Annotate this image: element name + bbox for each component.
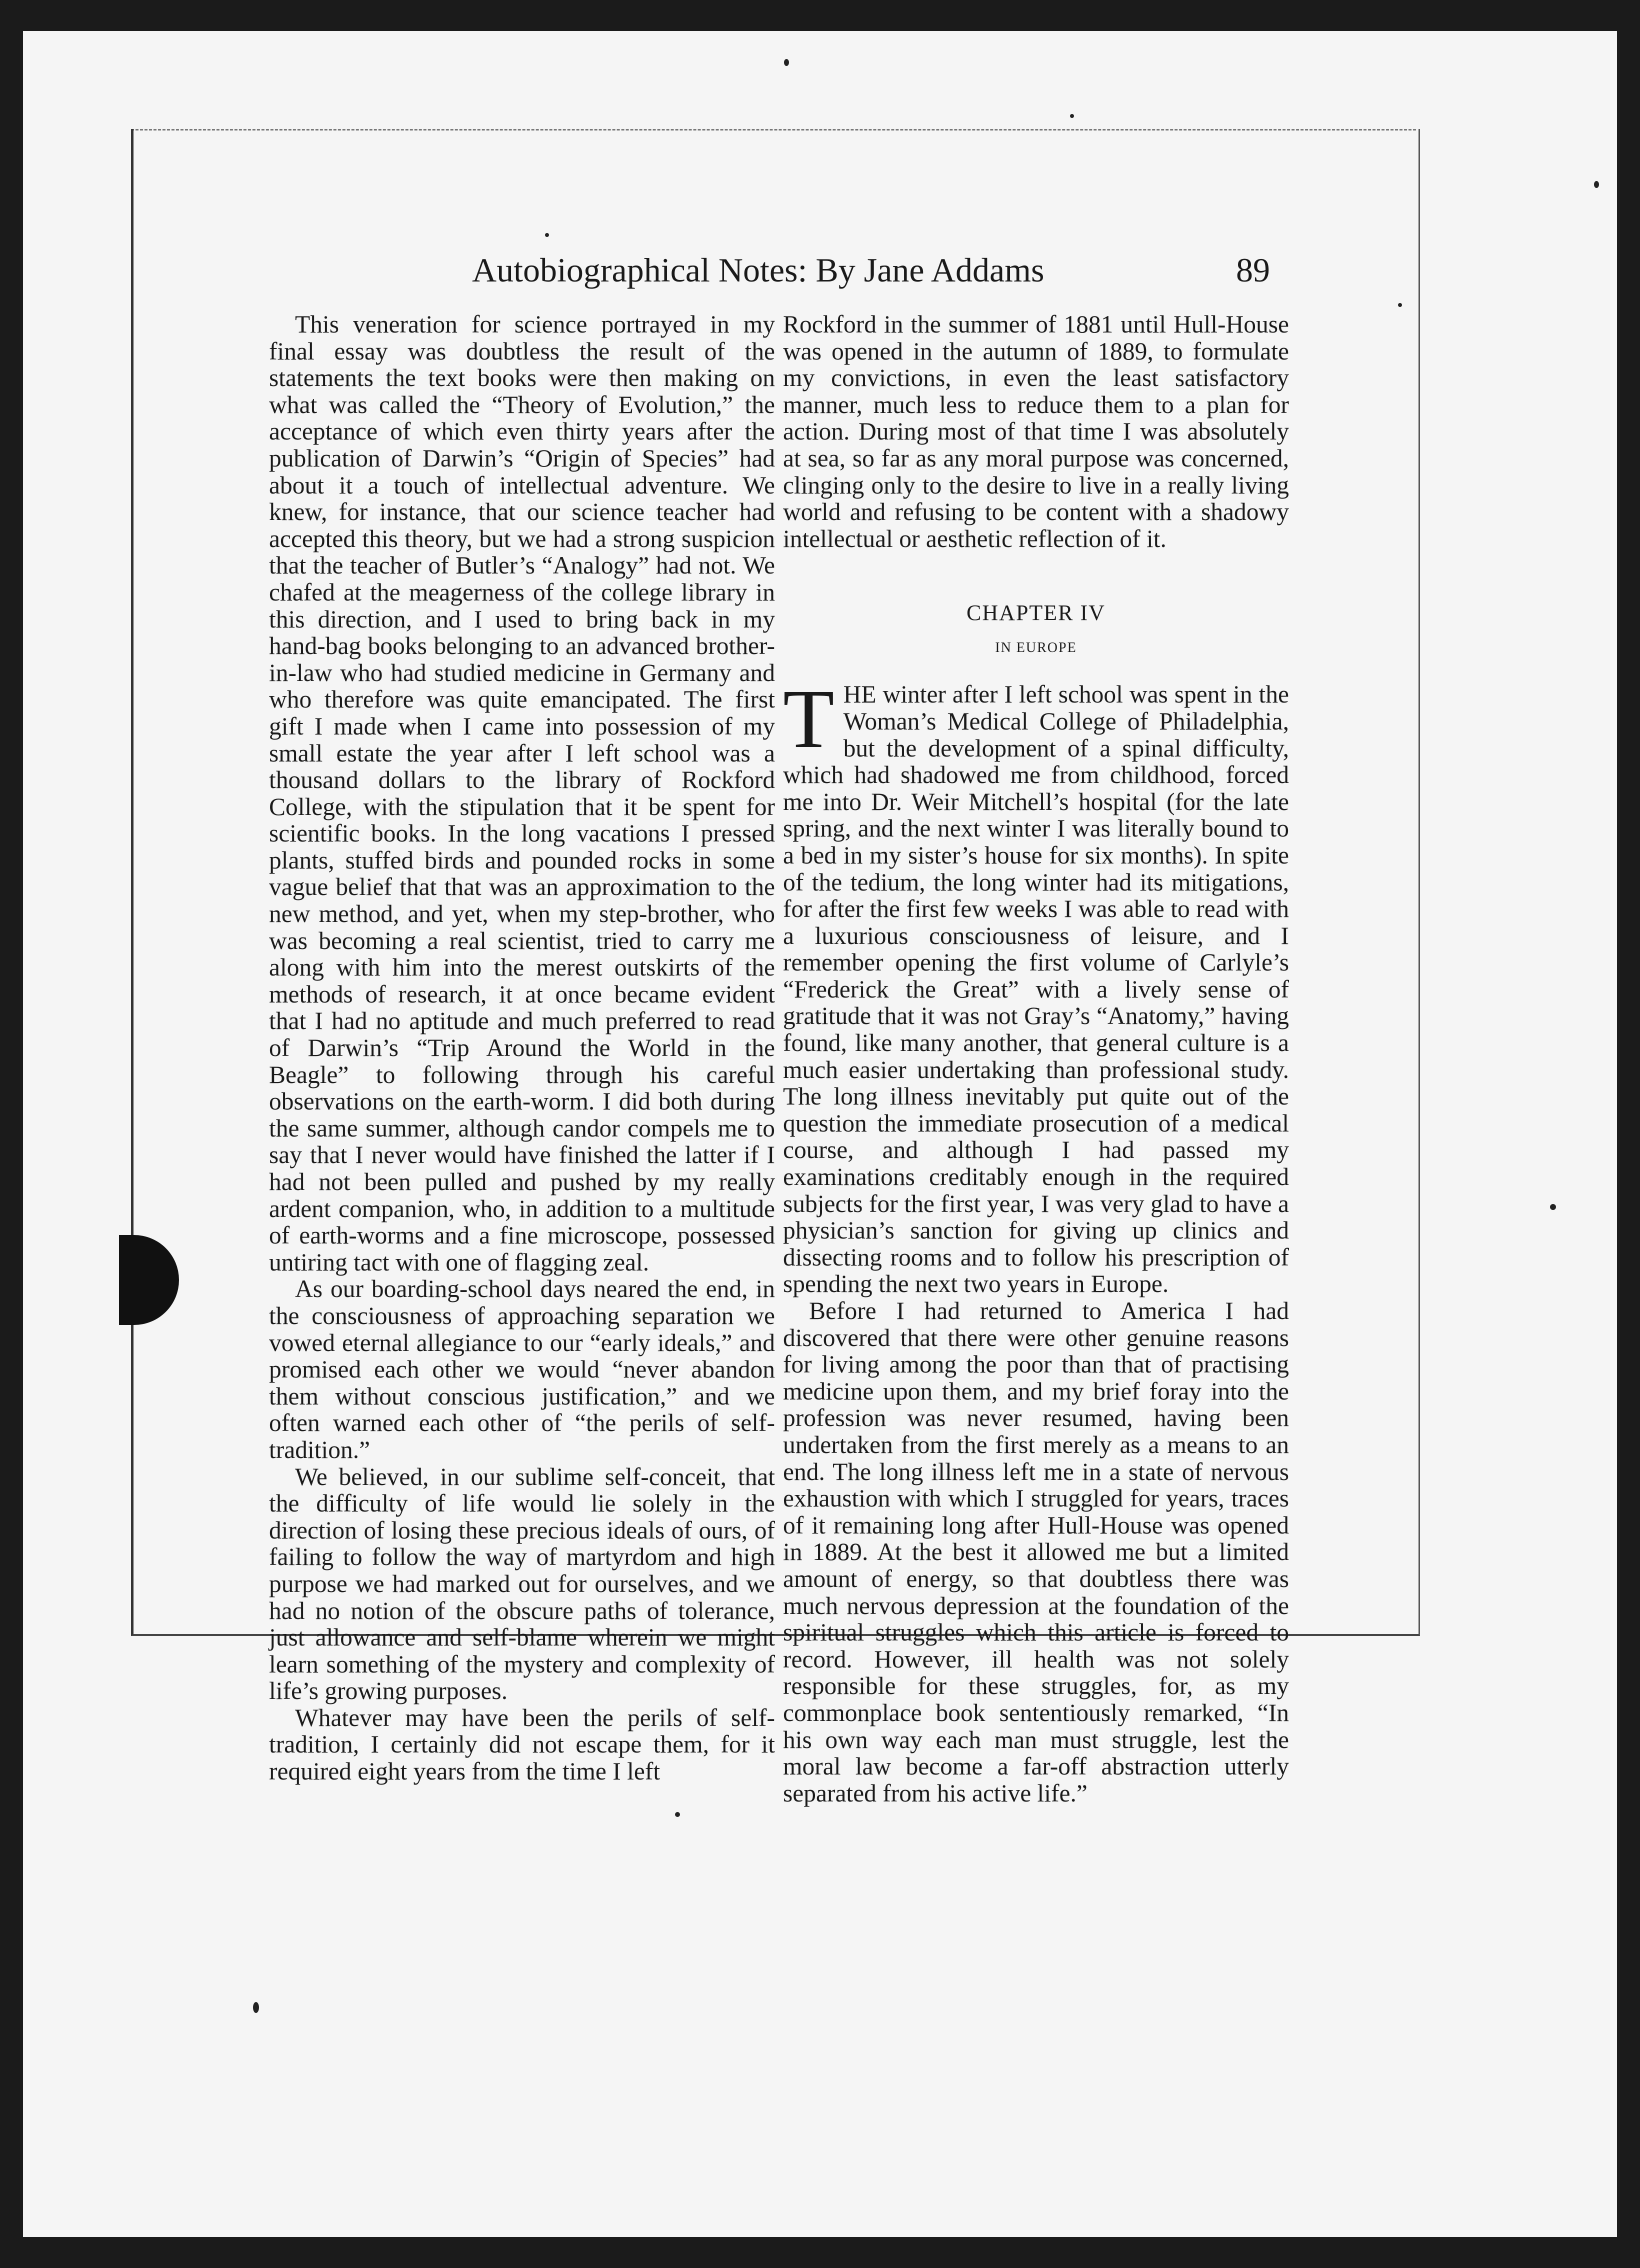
left-column [269,311,775,1785]
paragraph: This veneration for science portrayed in my final essay was doubtless the result of the statements the text books were then making on what was called the “Theory of Evolution,” the acceptance of which even thirty years after the publication of Darwin’s “Origin of Species” had about it a touch of intellectual adventure. We knew, for instance, that our science teacher had accepted this theory, but we had a strong suspicion that the teacher of Butler’s “Analogy” had not. We chafed at the meagerness of the college library in this direction, and I used to bring back in my hand-bag books belonging to an advanced brother-in-law who had studied medicine in Germany and who therefore was quite emancipated. The first gift I made when I came into possession of my small estate the year after I left school was a thousand dollars to the library of Rockford College, with the stipulation that it be spent for scientific books. In the long vacations I pressed plants, stuffed birds and pounded rocks in some vague belief that that was an approximation to the new method, and yet, when my step-brother, who was becoming a real scientist, tried to carry me along with him into the merest outskirts of the methods of research, it at once became evident that I had no aptitude and much preferred to read of Darwin’s “Trip Around the World in the Beagle” to following through his careful observations on the earth-worm. I did both during the same summer, although candor compels me to say that I never would have finished the latter if I had not been pulled and pushed by my really ardent companion, who, in addition to a multitude of earth-worms and a fine microscope, possessed untiring tact with one of flagging zeal. [269,310,775,1276]
ink-speck [675,1812,680,1817]
running-title: Autobiographical Notes: By Jane Addams [472,251,1044,289]
paragraph: Whatever may have been the perils of self-tradition, I certainly did not escape them, for it required eight years from the time I left [269,1704,775,1786]
paragraph: We believed, in our sublime self-conceit, that the difficulty of life would lie solely in the direction of losing these precious ideals of ours, of failing to follow the way of martyrdom and high purpose we had marked out for ourselves, and we had no notion of the obscure paths of tolerance, just allowance and self-blame wherein we might learn something of the mystery and complexity of life’s growing purposes. [269,1462,775,1705]
right-column [783,311,1289,1806]
page-header [270,250,1270,290]
ink-speck [1398,303,1402,307]
continued-paragraph: Rockford in the summer of 1881 until Hull-House was opened in the autumn of 1889, to formulate my convictions, in even the least satisfactory manner, much less to reduce them to a plan for action. During most of that time I was absolutely at sea, so far as any moral purpose was concerned, clinging only to the desire to live in a really living world and refusing to be content with a shadowy intellectual or aesthetic reflection of it. [783,310,1289,552]
ink-speck [1550,1204,1556,1210]
ink-speck [1070,114,1074,118]
chapter-first-paragraph [783,672,1289,1298]
ink-speck [784,59,789,66]
paragraph: Before I had returned to America I had discovered that there were other genuine reasons for living among the poor than that of practising medicine upon them, and my brief foray into the profession was never resumed, having been undertaken from the first merely as a means to an end. The long illness left me in a state of nervous exhaustion with which I struggled for years, traces of it remaining long after Hull-House was opened in 1889. At the best it allowed me but a limited amount of energy, so that doubtless there was much nervous depression at the foundation of the spiritual struggles which this article is forced to record. However, ill health was not solely responsible for these struggles, for, as my commonplace book sententiously remarked, “In his own way each man must struggle, lest the moral law become a far-off abstraction utterly separated from his active life.” [783,1297,1289,1807]
ink-speck [545,233,549,237]
page-number: 89 [1236,251,1270,289]
drop-cap: T [783,672,834,766]
ink-speck [253,2002,259,2013]
chapter-subtitle: IN EUROPE [995,640,1077,656]
paragraph-text: HE winter after I left school was spent in the Woman’s Medical College of Philadelphia, but the development of a spinal difficulty, which had shadowed me from childhood, forced me into Dr. Weir Mitchell’s hospital (for the late spring, and the next winter I was literally bound to a bed in my sister’s house for six months). In spite of the tedium, the long winter had its mitigations, for after the first few weeks I was able to read with a luxurious consciousness of leisure, and I remember opening the first volume of Carlyle’s “Frederick the Great” with a lively sense of gratitude that it was not Gray’s “Anatomy,” having found, like many another, that general culture is a much easier undertaking than professional study. The long illness inevitably put quite out of the question the immediate prosecution of a medical course, and although I had passed my examinations creditably enough in the required subjects for the first year, I was very glad to have a physician’s sanction for giving up clinics and dissecting rooms and to follow his prescription of spending the next two years in Europe. [783,680,1289,1298]
chapter-title: CHAPTER IV [966,600,1106,626]
paragraph: As our boarding-school days neared the end, in the consciousness of approaching separation we vowed eternal allegiance to our “early ideals,” and promised each other we would “never abandon them without conscious justification,” and we often warned each other of “the perils of self-tradition.” [269,1275,775,1464]
ink-speck [1594,181,1599,188]
